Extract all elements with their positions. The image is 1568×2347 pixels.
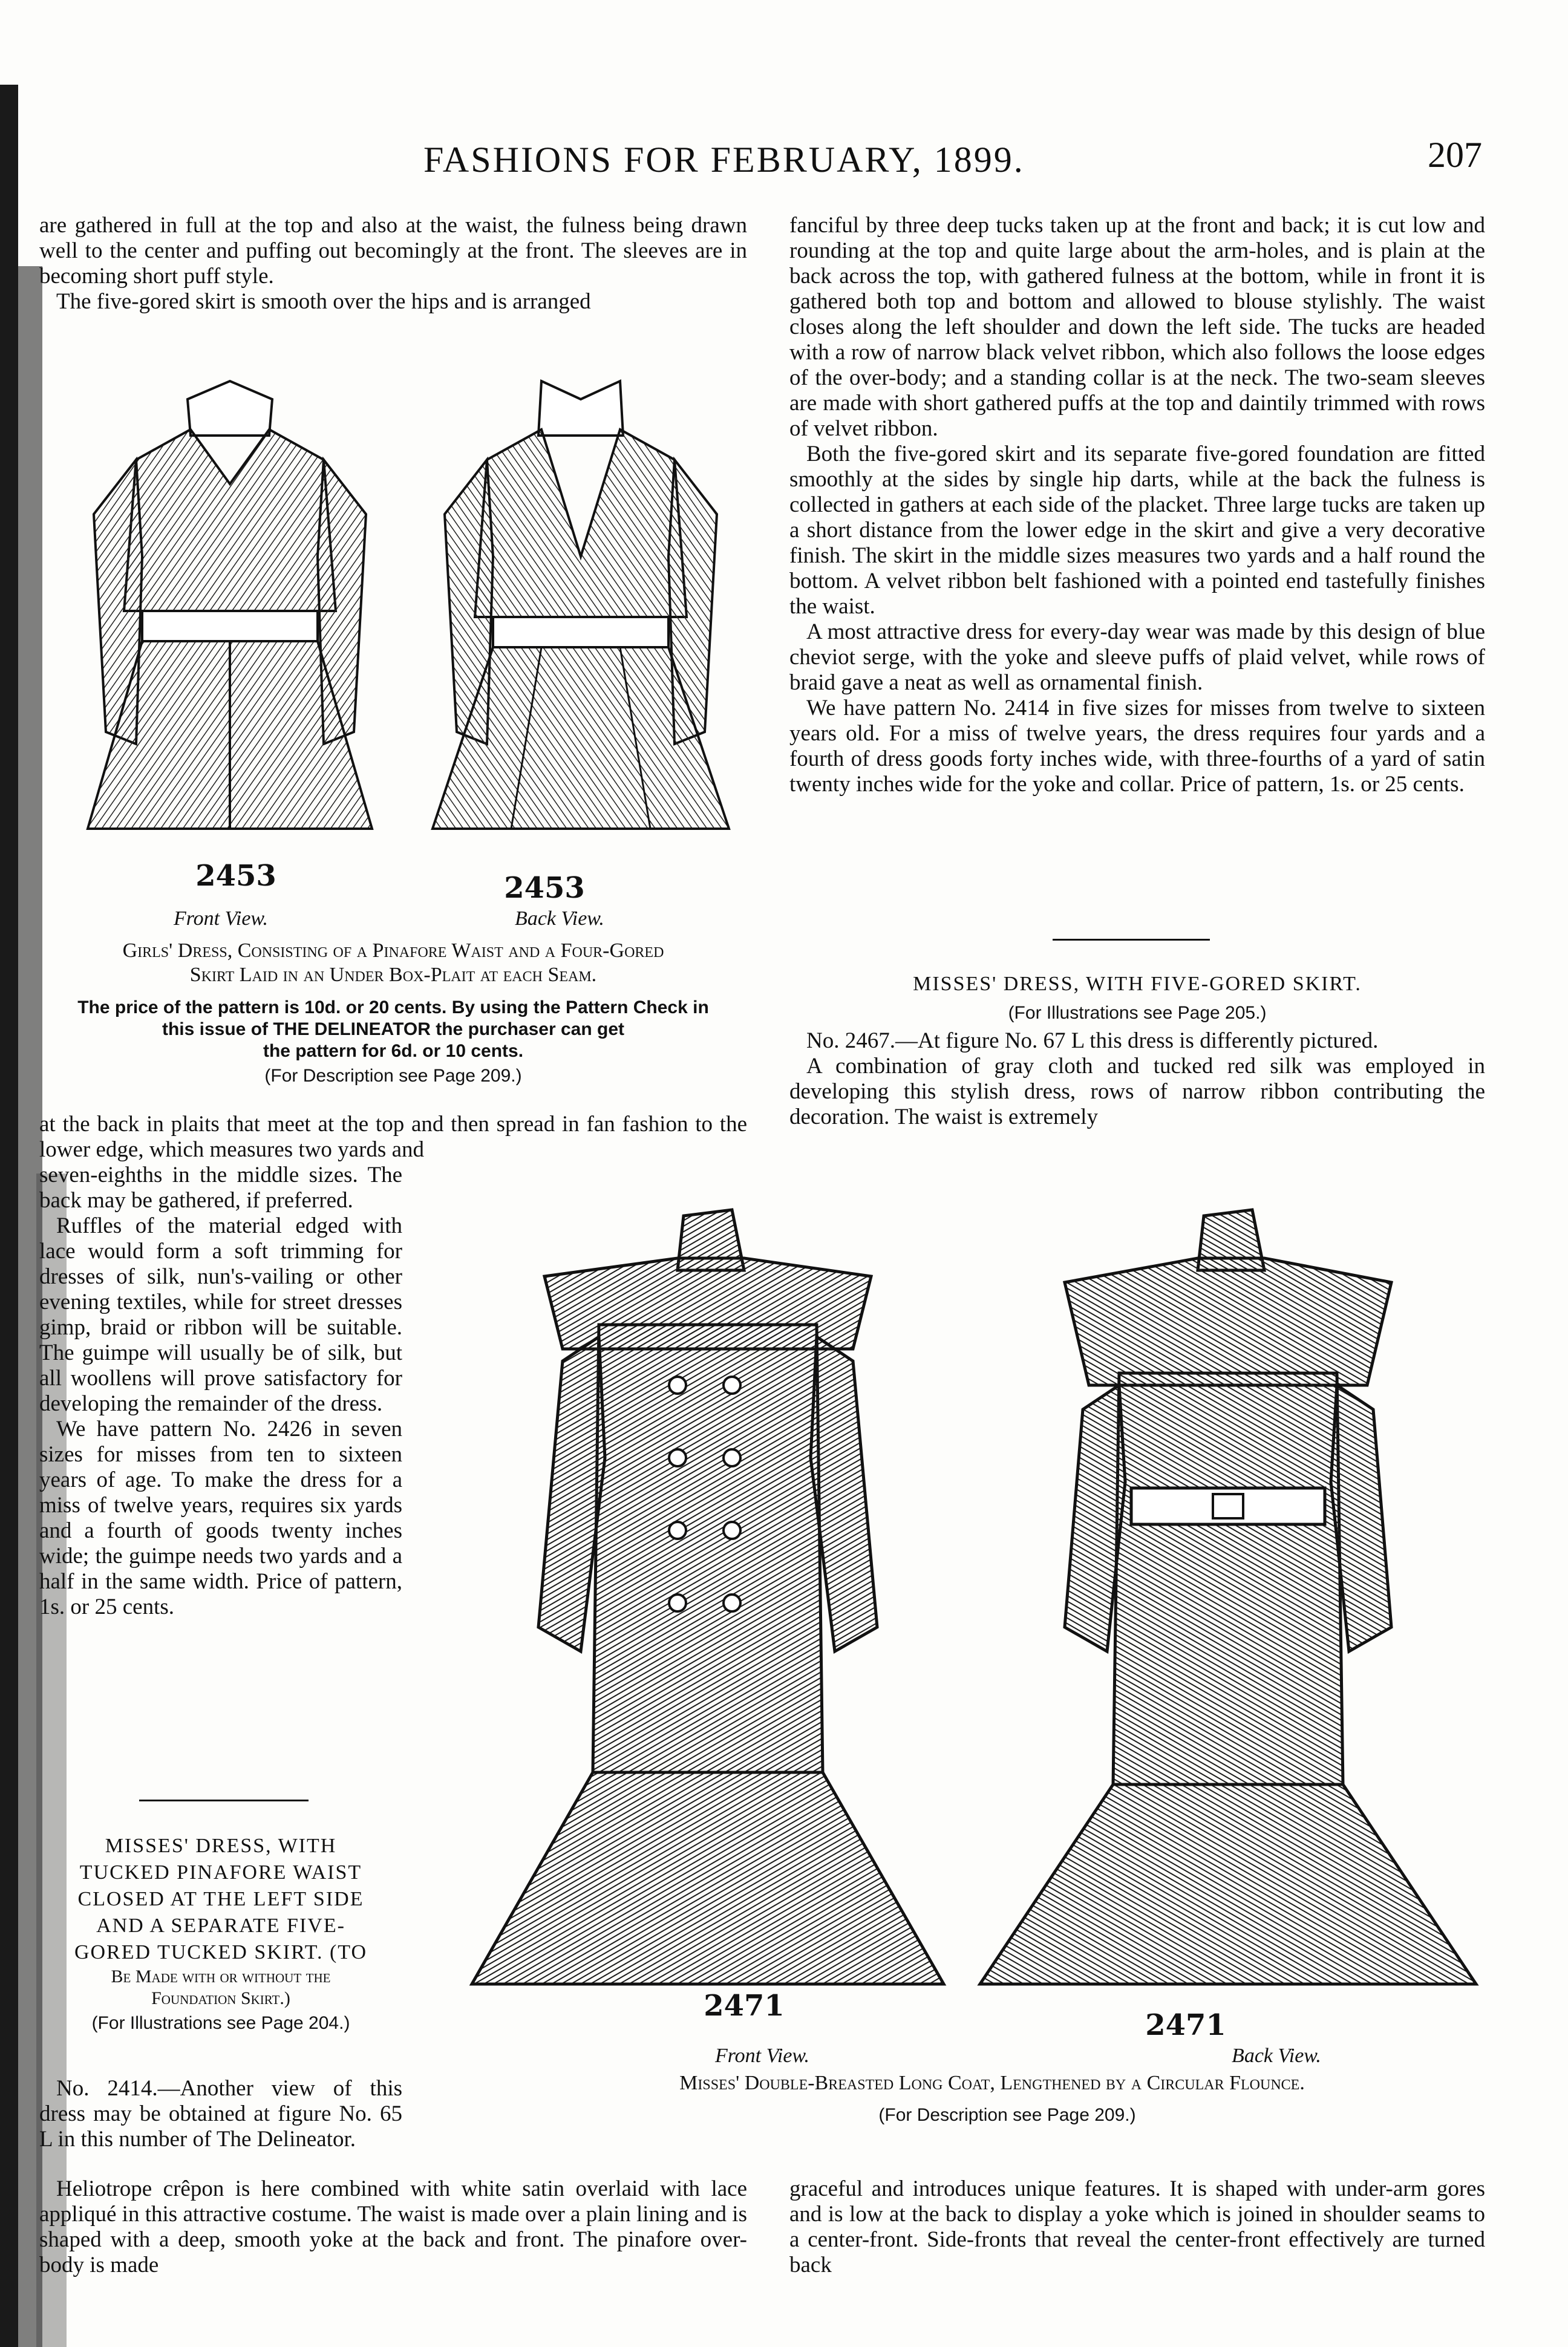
paragraph: Ruffles of the material edged with lace would form a soft trimming for dresses of silk, nun's-vailing or other evening textiles, while for street dresses gimp, braid or ribbon will be suitable. The guimpe will usually be of silk, but all woollens will prove satisfactory for developing the remainder of the dress.: [39, 1213, 402, 1416]
dress-2453-front-illustration: [70, 357, 390, 853]
right-bottom-paragraph: [789, 2176, 1485, 2278]
paragraph: are gathered in full at the top and also at the waist, the fulness being drawn well to the center and puffing out becomingly at the front. The sleeves are in becoming short puff style.: [39, 213, 747, 289]
right-section-heading: MISSES' DRESS, WITH FIVE-GORED SKIRT.: [913, 973, 1362, 995]
left-continuation: [39, 1112, 747, 1163]
paragraph: No. 2467.—At figure No. 67 L this dress is differently pictured.: [806, 1028, 1379, 1053]
paragraph: Heliotrope crêpon is here combined with white satin overlaid with lace appliqué in this attractive costume. The waist is made over a plain lining and is shaped with a deep, smooth yoke at the back and front. The pinafore over-body is made: [39, 2176, 747, 2277]
left-section-heading: [39, 1833, 402, 2037]
paragraph: A combination of gray cloth and tucked red silk was employed in developing this stylish dress, rows of narrow ribbon contributing the decoration. The waist is extremely: [789, 1054, 1485, 1129]
note-line: the pattern for 6d. or 10 cents.: [263, 1041, 524, 1061]
illustrations-reference: (For Illustrations see Page 205.): [1008, 1003, 1267, 1023]
view-label: Front View.: [714, 2045, 810, 2067]
section-divider: [139, 1800, 309, 1801]
subheading-line: Foundation Skirt.): [151, 1988, 290, 2008]
heading-line: CLOSED AT THE LEFT SIDE: [77, 1888, 364, 1910]
paragraph: fanciful by three deep tucks taken up at the front and back; it is cut low and rounding at the top and quite large about the arm-holes, and is plain at the back across the top, with gathered fulness at the bottom, while in front it is gathered both top and bottom and allowed to blouse stylishly. The waist closes along the left shoulder and down the left side. The tucks are headed with a row of narrow black velvet ribbon, which also follows the loose edges of the over-body; and a standing collar is at the neck. The two-seam sleeves are made with short gathered puffs at the top and daintily trimmed with rows of velvet ribbon.: [789, 213, 1485, 441]
paragraph: No. 2414.—Another view of this dress may be obtained at figure No. 65 L in this number of The Delineator.: [39, 2076, 402, 2152]
figure-number: 2471: [1145, 2008, 1226, 2042]
page-number: 207: [1428, 135, 1482, 175]
paragraph: at the back in plaits that meet at the top and then spread in fan fashion to the lower edge, which measures two yards and: [39, 1112, 747, 1162]
paragraph: The five-gored skirt is smooth over the hips and is arranged: [56, 289, 591, 314]
right-section-text: [789, 1028, 1485, 1130]
description-reference: (For Description see Page 209.): [264, 1066, 522, 1086]
view-label: Back View.: [1232, 2045, 1321, 2067]
figure-number: 2453: [504, 871, 585, 905]
note-line: The price of the pattern is 10d. or 20 cents. By using the Pattern Check in: [77, 997, 709, 1017]
paragraph: graceful and introduces unique features. It is shaped with under-arm gores and is low at the back to display a yoke which is joined in shoulder seams to a center-front. Side-fronts that reveal the center-front effectively are turned back: [789, 2176, 1485, 2277]
subheading-line: Be Made with or without the: [111, 1967, 331, 1986]
heading-line: GORED TUCKED SKIRT. (TO: [74, 1941, 368, 1963]
illustrations-reference: (For Illustrations see Page 204.): [91, 2013, 350, 2033]
left-narrow-column: [39, 1163, 402, 1620]
coat-2471-front-illustration: [460, 1204, 956, 1996]
left-bottom-paragraph: [39, 2176, 747, 2278]
paragraph: seven-eighths in the middle sizes. The back may be gathered, if preferred.: [39, 1163, 402, 1213]
caption-line: Girls' Dress, Consisting of a Pinafore Waist and a Four-Gored: [122, 939, 664, 962]
paragraph: We have pattern No. 2426 in seven sizes for misses from ten to sixteen years of age. To make the dress for a miss of twelve years, requires six yards and a fourth of goods twenty inches wide; the guimpe needs two yards and a half in the same width. Price of pattern, 1s. or 25 cents.: [39, 1417, 402, 1619]
paragraph: A most attractive dress for every-day wear was made by this design of blue cheviot serge, with the yoke and sleeve puffs of plaid velvet, while rows of braid gave a neat as well as ornamental finish.: [789, 619, 1485, 695]
heading-line: AND A SEPARATE FIVE-: [96, 1914, 345, 1937]
section-divider: [1053, 939, 1210, 941]
left-section-paragraph: [39, 2076, 402, 2152]
left-column-top: [39, 213, 747, 315]
figure-number: 2453: [195, 859, 276, 893]
paragraph: Both the five-gored skirt and its separate five-gored foundation are fitted smoothly at the sides by single hip darts, while at the back the fulness is collected in gathers at each side of the placket. Three large tucks are taken up a short distance from the lower edge in the skirt and give a very decorative finish. The skirt in the middle sizes measures two yards and a half round the bottom. A velvet ribbon belt fashioned with a pointed end tastefully finishes the waist.: [789, 442, 1485, 619]
caption-line: Skirt Laid in an Under Box-Plait at each Seam.: [189, 964, 597, 986]
view-label: Front View.: [173, 907, 269, 930]
figure-caption: Misses' Double-Breasted Long Coat, Lengthened by a Circular Flounce.: [679, 2072, 1305, 2094]
figure-caption: [39, 939, 747, 987]
heading-line: TUCKED PINAFORE WAIST: [79, 1861, 362, 1884]
figure-number: 2471: [704, 1989, 785, 2023]
description-reference: (For Description see Page 209.): [878, 2105, 1136, 2125]
dress-2453-back-illustration: [420, 357, 741, 853]
note-line: this issue of THE DELINEATOR the purchaser can get: [162, 1019, 625, 1039]
running-header: FASHIONS FOR FEBRUARY, 1899.: [423, 140, 1025, 180]
price-note: [39, 997, 747, 1062]
view-label: Back View.: [515, 907, 604, 930]
right-column-top: [789, 213, 1485, 797]
coat-2471-back-illustration: [968, 1204, 1488, 1996]
paragraph: We have pattern No. 2414 in five sizes for misses from twelve to sixteen years old. For a miss of twelve years, the dress requires four yards and a fourth of dress goods forty inches wide, with three-fourths of a yard of satin twenty inches wide for the yoke and collar. Price of pattern, 1s. or 25 cents.: [789, 696, 1485, 797]
heading-line: MISSES' DRESS, WITH: [105, 1835, 337, 1857]
